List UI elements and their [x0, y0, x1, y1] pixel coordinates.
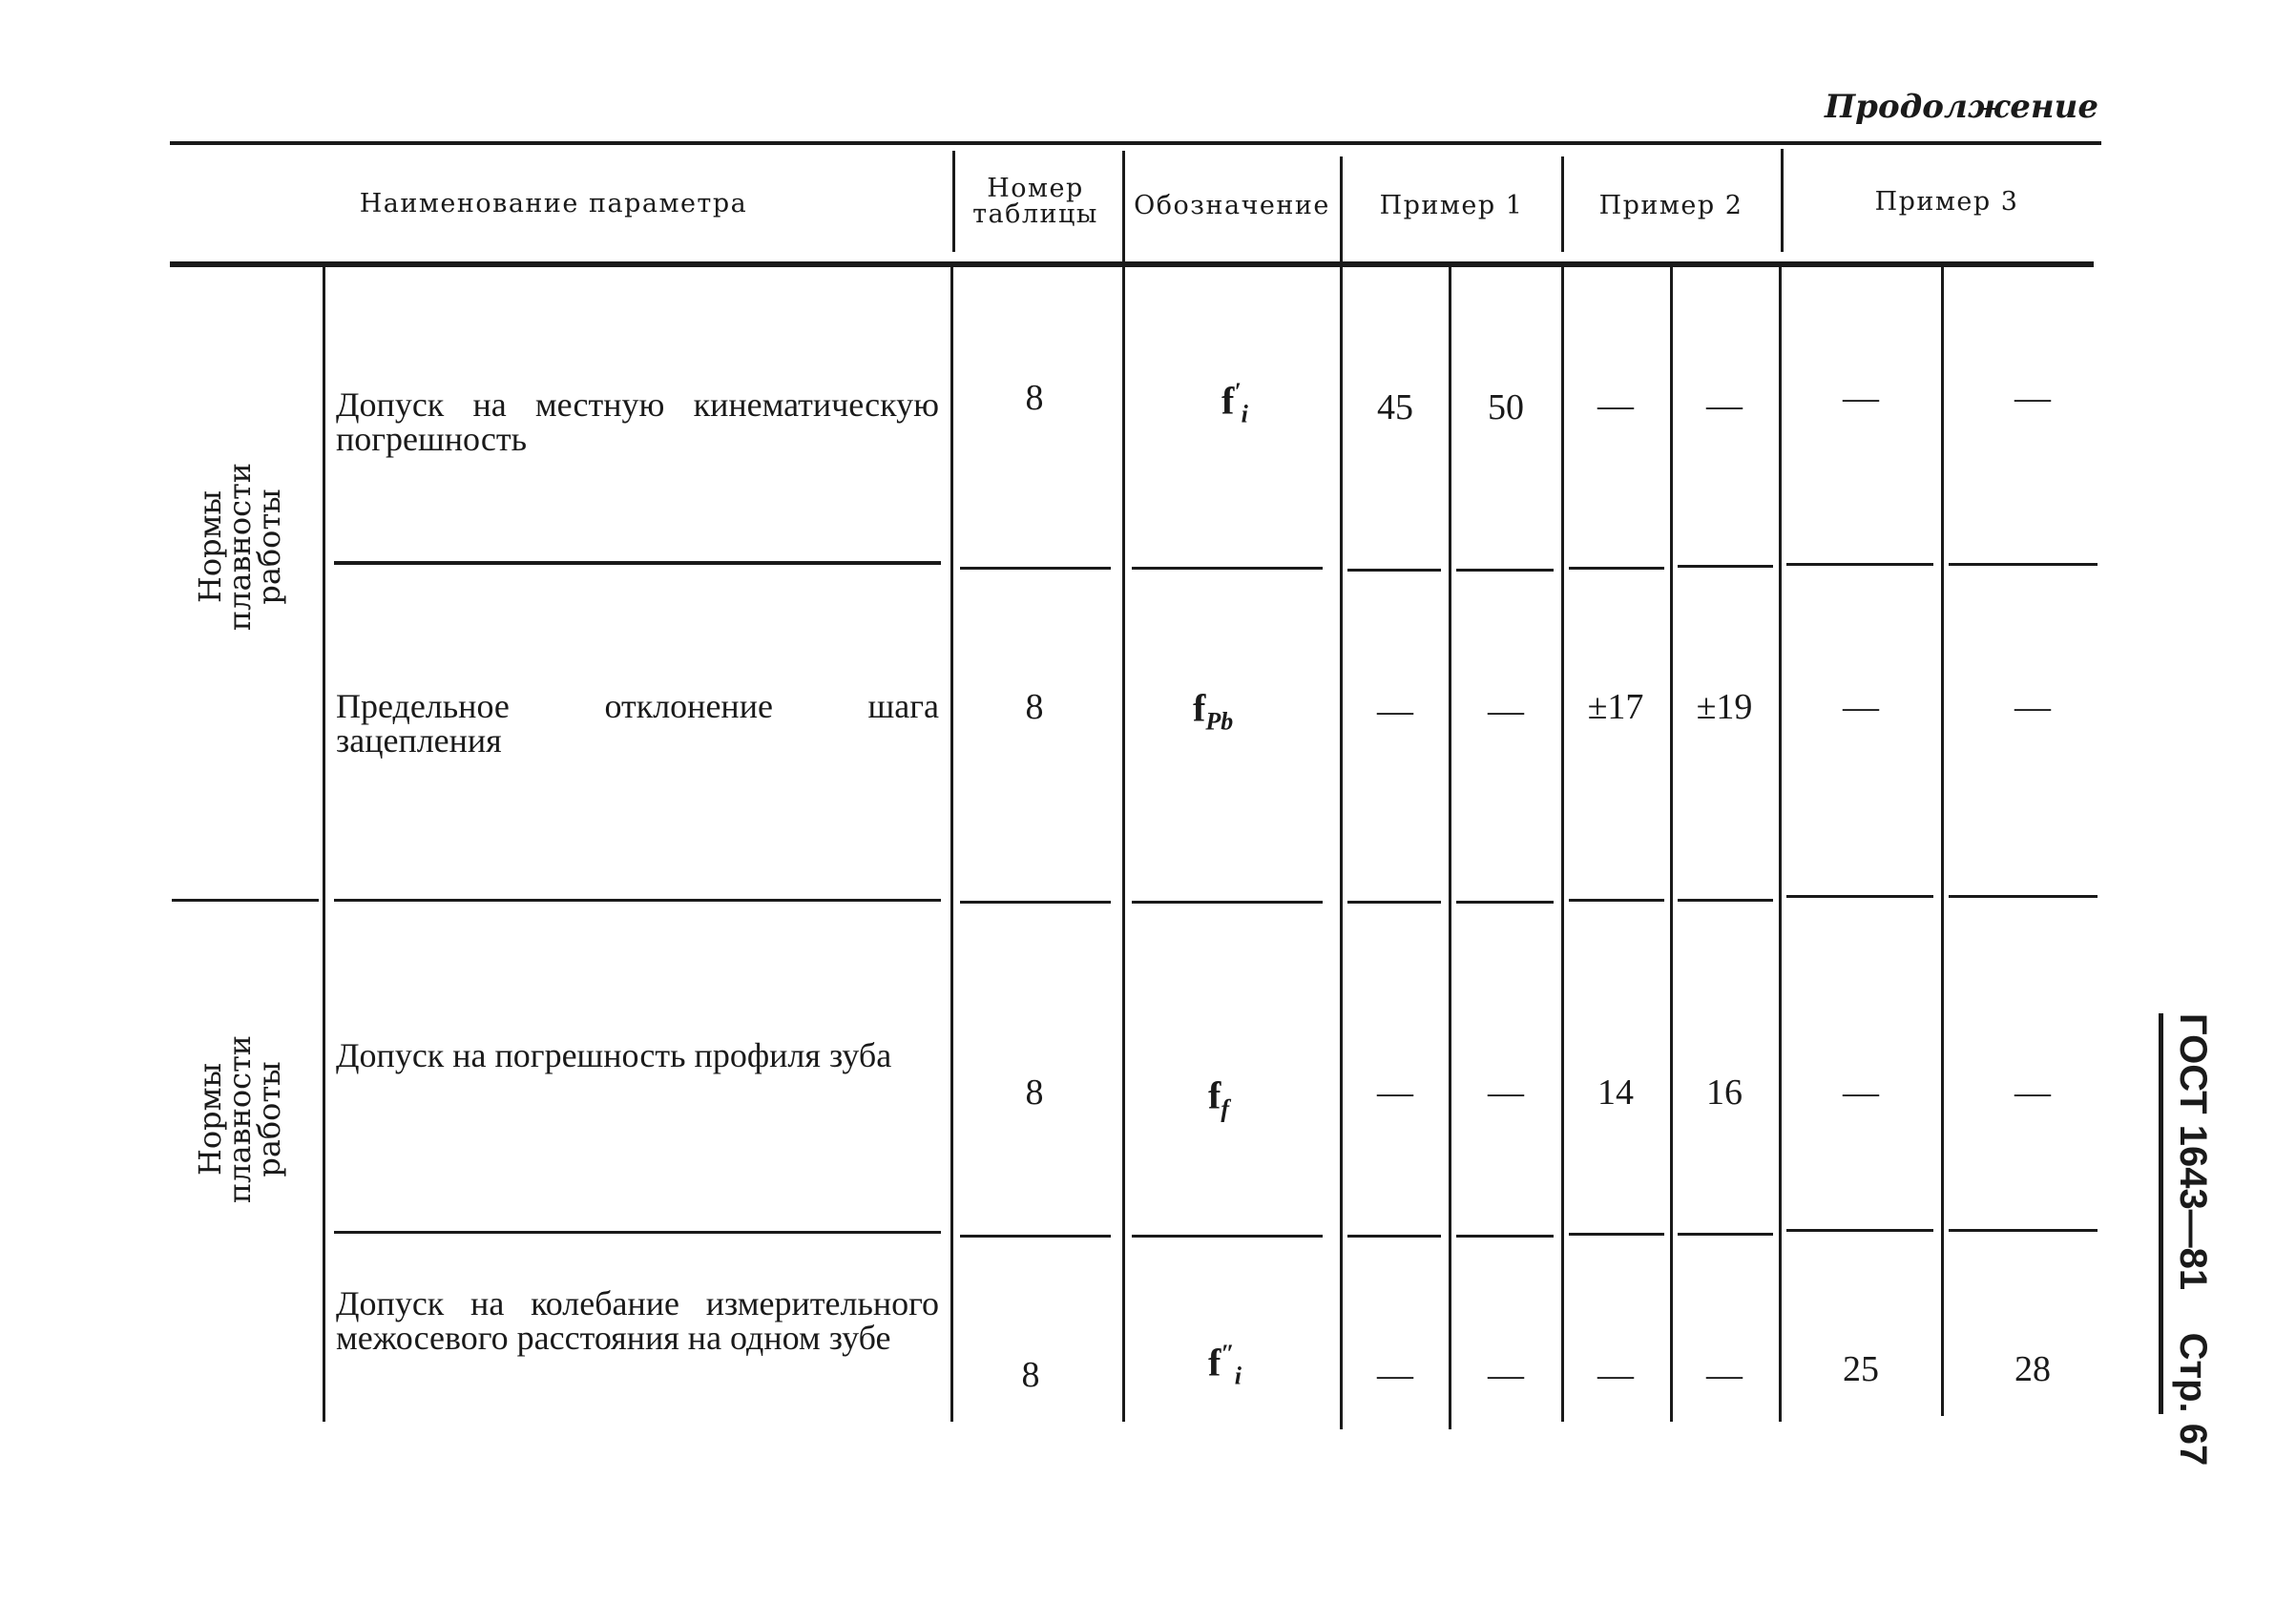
parameter-name: Допуск на погрешность профиля зуба: [336, 1036, 892, 1074]
body-sep: [1941, 267, 1944, 1416]
value-ex1-a: 45: [1377, 387, 1413, 427]
designation-symbol: $f''_i$: [1208, 1340, 1242, 1390]
table-number: 8: [1025, 378, 1044, 418]
header-sep: [1561, 156, 1564, 252]
row-sep: [960, 901, 1111, 904]
row-sep: [334, 899, 941, 902]
header-sep: [1340, 156, 1343, 261]
value-ex2-b: ±19: [1696, 687, 1753, 727]
continuation-label: Продолжение: [1825, 88, 2098, 126]
parameter-name: Предельное отклонение шага зацепления: [336, 687, 939, 760]
value-ex1-a: —: [1377, 1072, 1413, 1113]
header-param: Наименование параметра: [359, 189, 748, 219]
header-example-1: Пример 1: [1379, 191, 1524, 220]
footer-standard-and-page: [2171, 1013, 2214, 1466]
header-designation: Обозначение: [1134, 191, 1330, 220]
row-sep: [334, 561, 941, 565]
header-table-no: Номер таблицы: [972, 174, 1098, 229]
value-ex2-b: 16: [1706, 1072, 1743, 1113]
row-sep: [1949, 1229, 2098, 1232]
row-sep: [1949, 563, 2098, 566]
value-ex1-a: —: [1377, 1355, 1413, 1395]
group-label: Нормы плавности работы: [192, 462, 287, 632]
group-label: Нормы плавности работы: [192, 1034, 287, 1204]
row-sep: [1456, 901, 1554, 904]
parameter-name: Допуск на колебание измерительного межосевого расстояния на одном зубе: [336, 1284, 939, 1357]
row-sep: [1678, 1233, 1773, 1236]
header-sep: [952, 151, 955, 252]
row-sep: [1132, 567, 1323, 570]
designation-symbol: $f'_i$: [1221, 378, 1248, 428]
designation-symbol: $f_f$: [1208, 1073, 1229, 1123]
header-sep: [1781, 149, 1784, 252]
table-number: 8: [1021, 1355, 1040, 1395]
row-sep: [1786, 895, 1933, 898]
row-sep: [1786, 563, 1933, 566]
value-ex1-b: —: [1488, 691, 1524, 731]
value-ex1-b: —: [1488, 1072, 1524, 1113]
row-sep: [1347, 569, 1441, 572]
body-sep: [323, 267, 325, 1422]
value-ex3-b: —: [2014, 378, 2051, 418]
value-ex2-b: —: [1706, 1355, 1743, 1395]
row-sep: [1678, 899, 1773, 902]
value-ex1-b: 50: [1488, 387, 1524, 427]
value-ex3-a: 25: [1843, 1349, 1879, 1389]
row-sep: [1949, 895, 2098, 898]
footer-rule: [2159, 1013, 2163, 1414]
row-sep: [960, 1235, 1111, 1238]
row-sep: [960, 567, 1111, 570]
table-number: 8: [1025, 1072, 1044, 1113]
value-ex2-a: —: [1597, 385, 1634, 426]
row-sep: [1569, 567, 1664, 570]
value-ex3-b: 28: [2014, 1349, 2051, 1389]
value-ex1-b: —: [1488, 1355, 1524, 1395]
value-ex1-a: —: [1377, 691, 1413, 731]
header-rule: [170, 261, 2094, 267]
body-sep: [1670, 267, 1673, 1422]
value-ex3-b: —: [2014, 687, 2051, 727]
header-sep: [1122, 151, 1125, 261]
row-sep: [1456, 569, 1554, 572]
body-sep: [1340, 267, 1343, 1429]
designation-symbol: $f_{Pb}$: [1193, 686, 1234, 736]
value-ex2-a: —: [1597, 1355, 1634, 1395]
table-number: 8: [1025, 687, 1044, 727]
page-number: Стр. 67: [2172, 1332, 2214, 1467]
value-ex2-b: —: [1706, 385, 1743, 426]
row-sep: [334, 1231, 941, 1234]
row-sep: [1456, 1235, 1554, 1238]
header-example-2: Пример 2: [1598, 191, 1743, 220]
standard-number: ГОСТ 1643—81: [2172, 1013, 2214, 1291]
value-ex2-a: ±17: [1587, 687, 1644, 727]
value-ex3-b: —: [2014, 1072, 2051, 1113]
row-sep: [1786, 1229, 1933, 1232]
body-sep: [1122, 267, 1125, 1422]
top-rule: [170, 141, 2101, 145]
group-sep: [172, 899, 319, 902]
body-sep: [1561, 267, 1564, 1422]
value-ex3-a: —: [1843, 1072, 1879, 1113]
row-sep: [1678, 565, 1773, 568]
row-sep: [1132, 901, 1323, 904]
header-example-3: Пример 3: [1874, 187, 2019, 217]
row-sep: [1347, 901, 1441, 904]
body-sep: [950, 267, 953, 1422]
row-sep: [1347, 1235, 1441, 1238]
value-ex2-a: 14: [1597, 1072, 1634, 1113]
row-sep: [1132, 1235, 1323, 1238]
row-sep: [1569, 1233, 1664, 1236]
body-sep: [1779, 267, 1782, 1422]
parameter-name: Допуск на местную кинематическую погрешность: [336, 385, 939, 458]
row-sep: [1569, 899, 1664, 902]
body-sep: [1449, 267, 1451, 1429]
value-ex3-a: —: [1843, 378, 1879, 418]
value-ex3-a: —: [1843, 687, 1879, 727]
